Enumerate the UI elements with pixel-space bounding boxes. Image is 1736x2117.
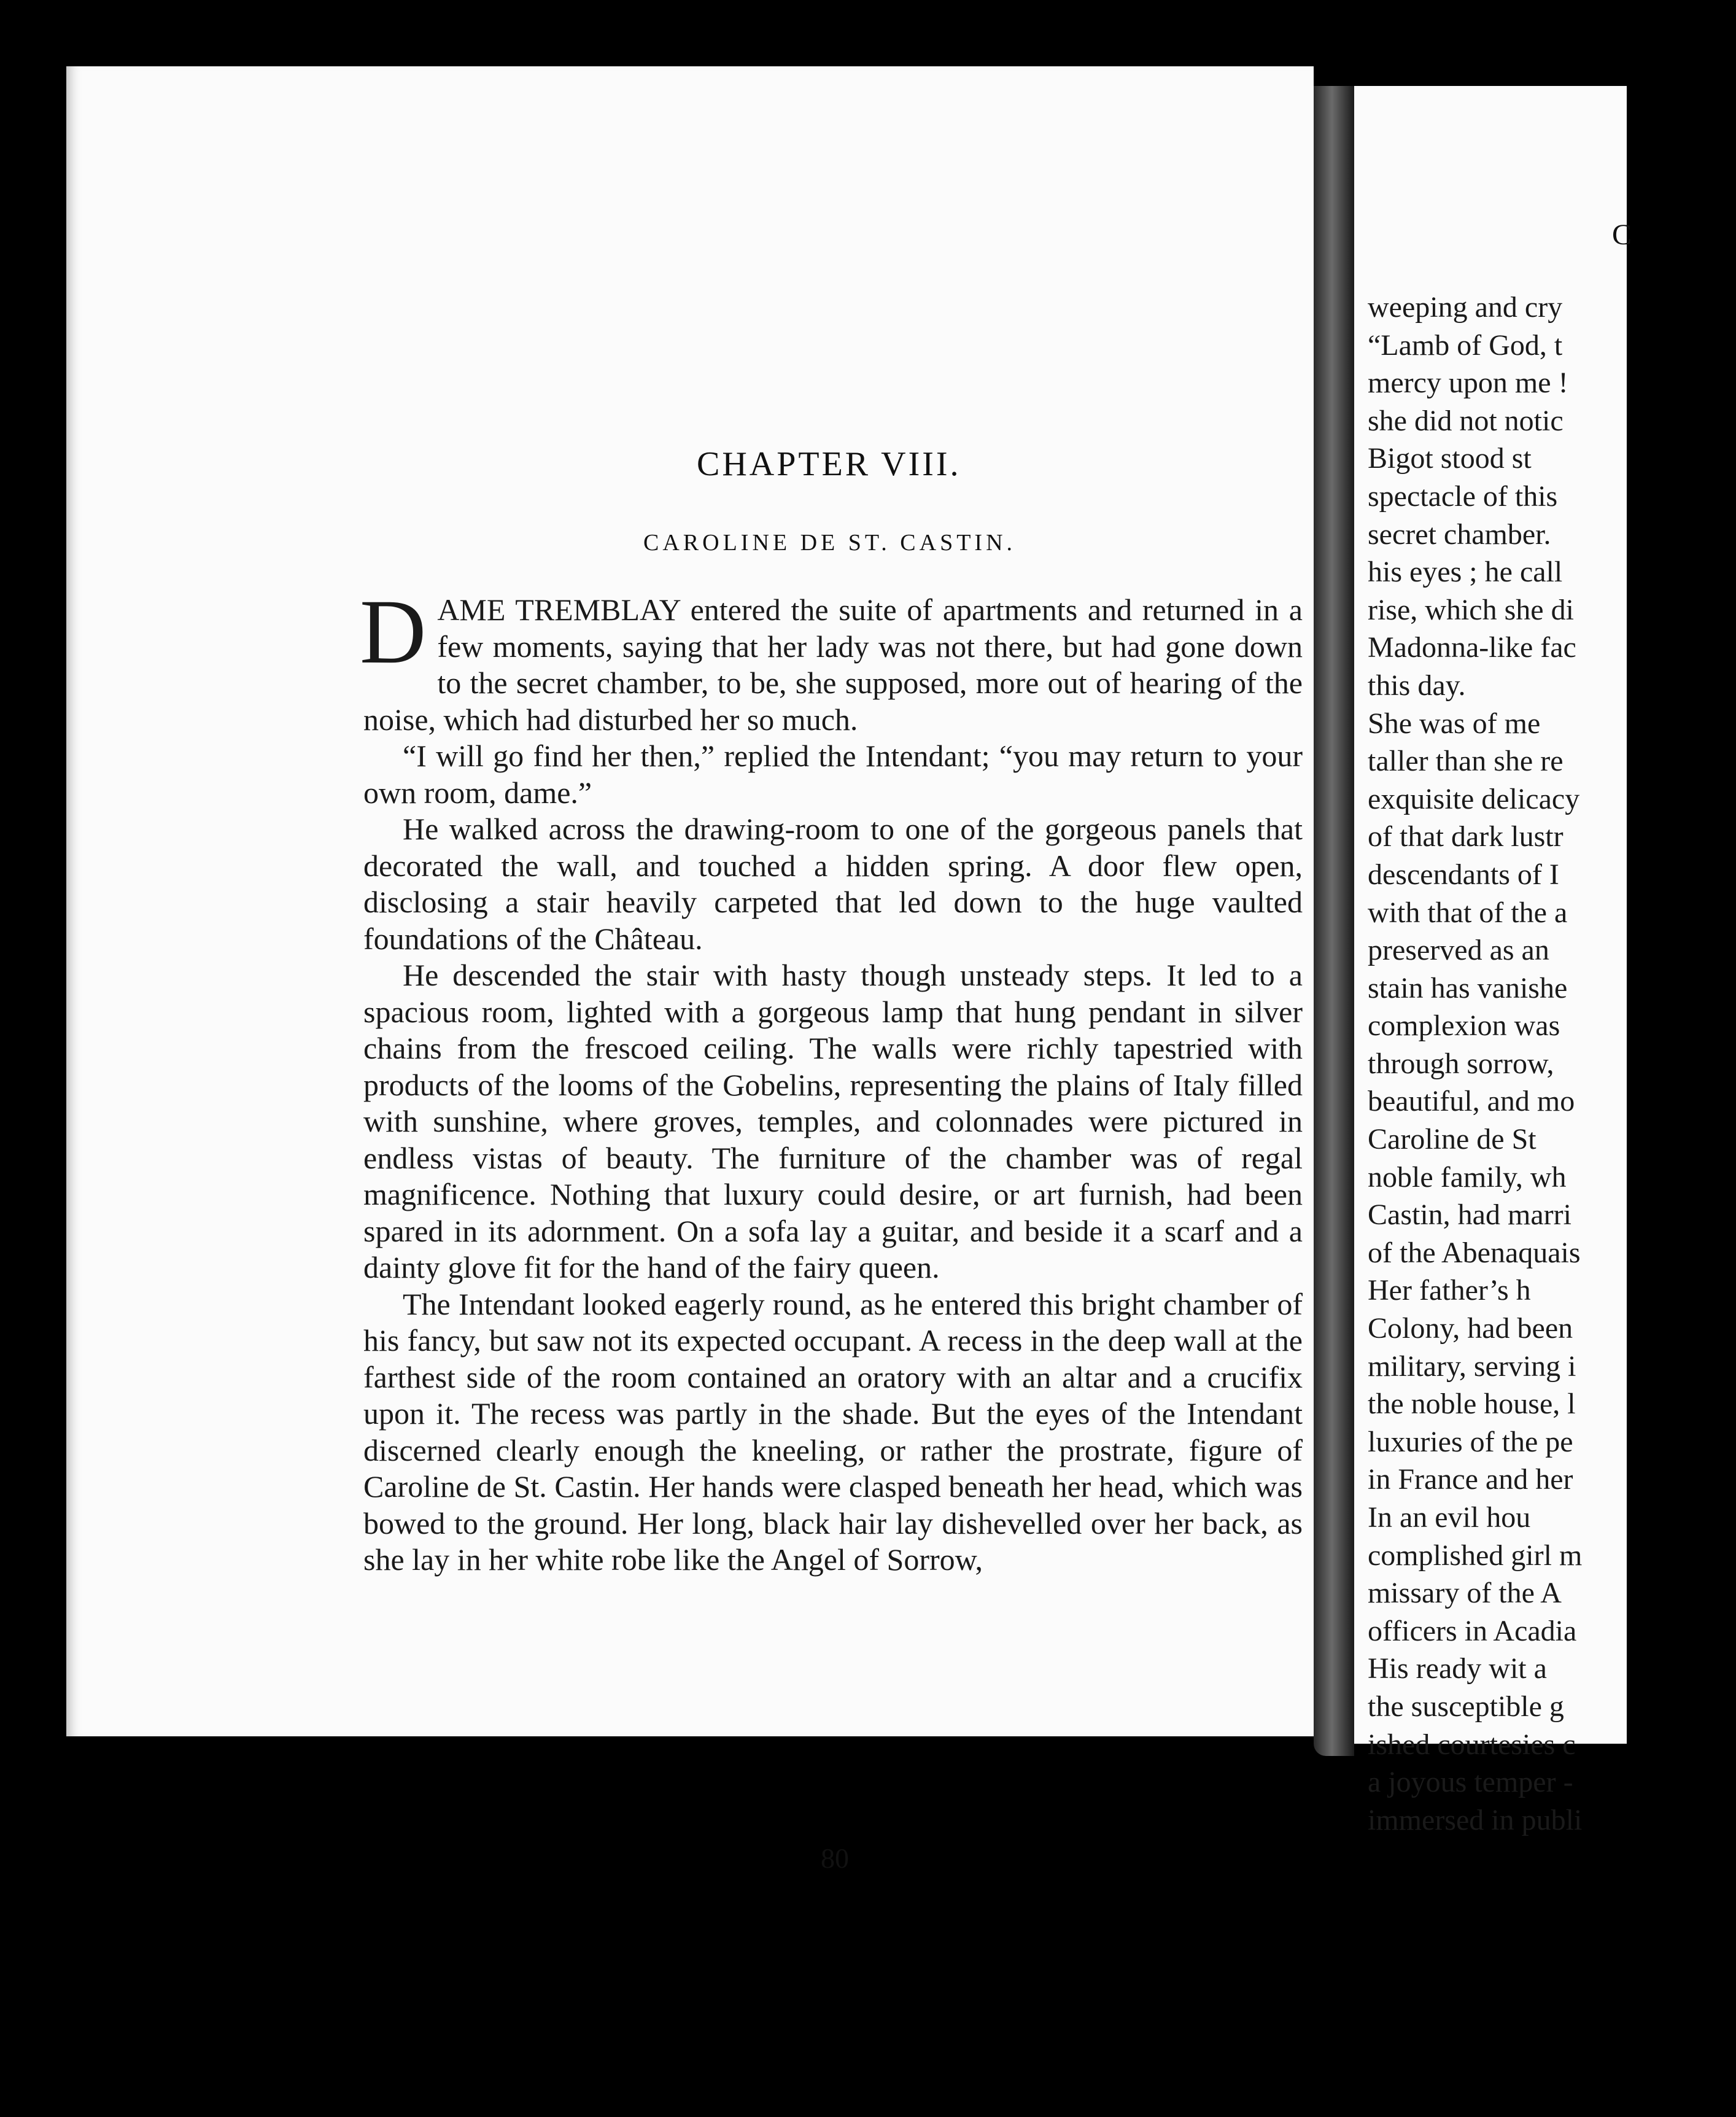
paragraph: “I will go find her then,” replied the Intendant; “you may return to your own room, dame.”: [363, 739, 1303, 810]
right-page-line: weeping and cry: [1368, 291, 1563, 324]
right-page-line: “Lamb of God, t: [1368, 328, 1563, 362]
book-gutter: [1314, 86, 1354, 1756]
right-page-line: She was of me: [1368, 707, 1541, 740]
right-page-line: in France and her: [1368, 1463, 1573, 1496]
right-page-line: Castin, had marri: [1368, 1198, 1571, 1232]
paragraph: The Intendant looked eagerly round, as he entered this bright chamber of his fancy, but saw not its expected occupant. A recess in the deep wall at the farthest side of the room contained an oratory with an altar and a crucifix upon it. The recess was partly in the shade. But the eyes of the Intendant discerned clearly enough the kneeling, or rather the prostrate, figure of Caroline de St. Castin. Her hands were clasped beneath her head, which was bowed to the ground. Her long, black hair lay dishevelled over her back, as she lay in her white robe like the Angel of Sorrow,: [363, 1286, 1303, 1577]
right-page-text: [1368, 289, 1736, 1839]
page-number: 80: [821, 1843, 849, 1874]
chapter-body: [360, 581, 1303, 1579]
running-head-fragment: C: [1612, 219, 1632, 251]
right-page-line: spectacle of this: [1368, 480, 1558, 513]
right-page-line: Bigot stood st: [1368, 442, 1532, 475]
paragraph: He descended the stair with hasty though unsteady steps. It led to a spacious room, lighted with a gorgeous lamp that hung pendant in silver chains from the frescoed ceiling. The walls were richly tapestried with products of the looms of the Gobelins, representing the plains of Italy filled with sunshine, where groves, temples, and colonnades were pictured in endless vistas of beauty. The furniture of the chamber was of regal magnificence. Nothing that luxury could desire, or art furnish, had been spared in its adornment. On a sofa lay a guitar, and beside it a scarf and a dainty glove fit for the hand of the fairy queen.: [363, 958, 1303, 1284]
right-page-line: Colony, had been: [1368, 1312, 1573, 1345]
right-page-line: Madonna-like fac: [1368, 631, 1576, 664]
paragraph: He walked across the drawing-room to one of the gorgeous panels that decorated the wall, and touched a hidden spring. A door flew open, disclosing a stair heavily carpeted that led down to the huge vaulted foundations of the Château.: [363, 812, 1303, 956]
right-page-line: exquisite delicacy: [1368, 782, 1580, 815]
right-page-line: this day.: [1368, 669, 1466, 702]
right-page-line: descendants of I: [1368, 858, 1559, 891]
right-page-line: of the Abenaquais: [1368, 1236, 1581, 1269]
right-page-line: the susceptible g: [1368, 1690, 1564, 1723]
first-paragraph-text: AME TREMBLAY entered the suite of apartments and returned in a few moments, saying that her lady was not there, but had gone down to the secret chamber, to be, she supposed, more out of hearing of the noise, which had disturbed her so much.: [363, 592, 1303, 737]
right-page-line: In an evil hou: [1368, 1501, 1531, 1534]
paragraph: [360, 581, 1303, 738]
right-page-line: ished courtesies c: [1368, 1728, 1576, 1761]
right-page-line: of that dark lustr: [1368, 820, 1564, 853]
chapter-subtitle: CAROLINE DE ST. CASTIN.: [643, 530, 1017, 556]
right-page-line: with that of the a: [1368, 896, 1568, 929]
right-page-line: noble family, wh: [1368, 1160, 1567, 1194]
right-page-line: beautiful, and mo: [1368, 1085, 1575, 1118]
right-page-line: rise, which she di: [1368, 593, 1574, 626]
right-page-line: luxuries of the pe: [1368, 1425, 1573, 1458]
right-page: [1354, 86, 1632, 1836]
right-page-line: the noble house, l: [1368, 1388, 1576, 1421]
right-page-line: Her father’s h: [1368, 1274, 1531, 1307]
right-page-line: stain has vanishe: [1368, 971, 1568, 1004]
right-page-line: through sorrow,: [1368, 1047, 1554, 1080]
right-page-line: a joyous temper -: [1368, 1766, 1573, 1799]
drop-cap: D: [360, 581, 427, 683]
right-page-line: preserved as an: [1368, 934, 1549, 967]
right-page-line: immersed in publi: [1368, 1803, 1583, 1836]
right-page-line: Caroline de St: [1368, 1123, 1536, 1156]
right-page-line: complexion was: [1368, 1009, 1560, 1043]
right-page-line: his eyes ; he call: [1368, 556, 1563, 589]
right-page-line: His ready wit a: [1368, 1652, 1547, 1685]
right-page-line: military, serving i: [1368, 1350, 1576, 1383]
right-page-line: mercy upon me !: [1368, 367, 1568, 400]
right-page-line: officers in Acadia: [1368, 1614, 1577, 1647]
right-page-line: taller than she re: [1368, 745, 1564, 778]
right-page-line: complished girl m: [1368, 1539, 1583, 1572]
chapter-title: CHAPTER VIII.: [697, 445, 961, 483]
right-page-line: missary of the A: [1368, 1577, 1562, 1610]
right-page-line: secret chamber.: [1368, 518, 1551, 551]
right-page-line: she did not notic: [1368, 404, 1564, 437]
